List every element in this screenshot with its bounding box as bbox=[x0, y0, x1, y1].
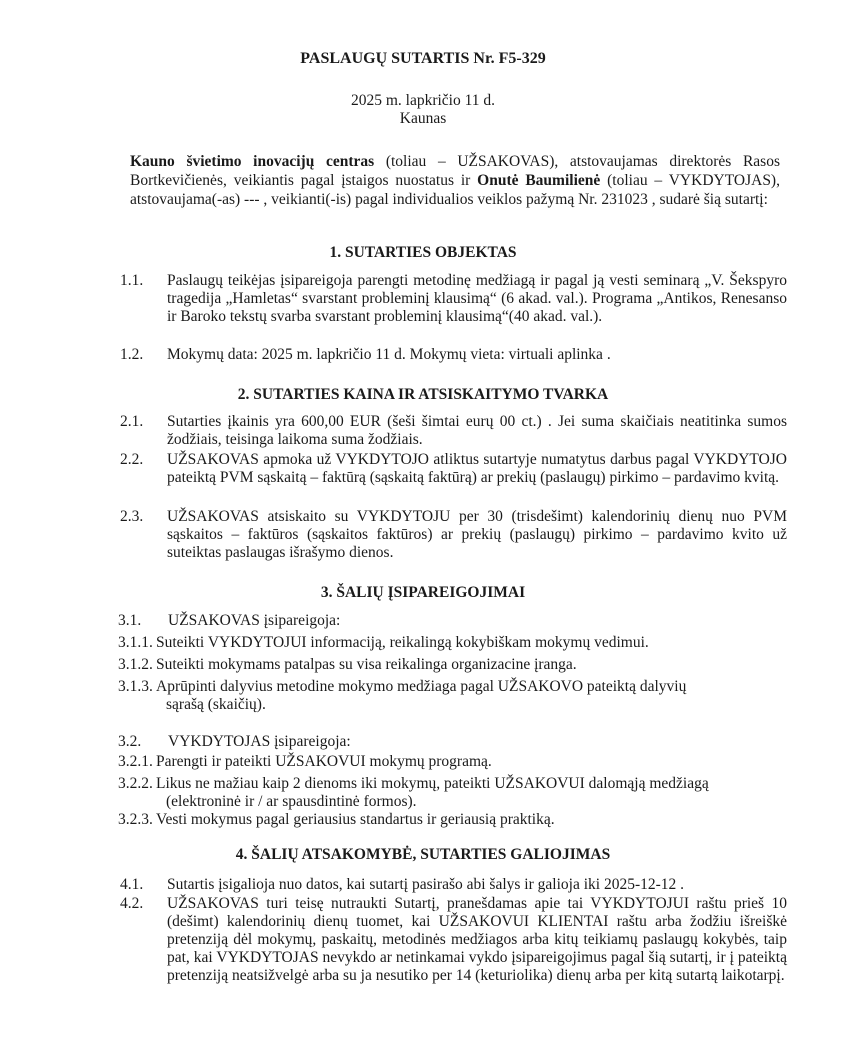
clause-text: Mokymų data: 2025 m. lapkričio 11 d. Mokymų vieta: virtuali aplinka . bbox=[167, 346, 611, 363]
contract-title: PASLAUGŲ SUTARTIS Nr. F5-329 bbox=[300, 50, 546, 67]
section-heading: 3. ŠALIŲ ĮSIPAREIGOJIMAI bbox=[320, 584, 526, 601]
clause-number: 1.1. bbox=[120, 272, 144, 289]
clause-number: 1.2. bbox=[120, 346, 144, 363]
contractor-name: Onutė Baumilienė bbox=[477, 172, 601, 189]
clause-text: Sutarties įkainis yra 600,00 EUR (šeši šimtai eurų 00 ct.) . Jei suma skaičiais neatitinka sumos žodžiais, teisinga laikoma suma žodžiais. bbox=[167, 413, 787, 448]
section-heading: 2. SUTARTIES KAINA IR ATSISKAITYMO TVARKA bbox=[237, 386, 609, 403]
clause-number: 3.1. bbox=[118, 612, 142, 629]
intro-paragraph bbox=[130, 152, 780, 209]
clause-number: 3.2. bbox=[118, 733, 142, 750]
clause-number: 3.2.3. bbox=[118, 811, 153, 828]
clause-number: 2.2. bbox=[120, 451, 144, 468]
clause-number: 3.2.1. bbox=[118, 753, 153, 770]
clause-text: UŽSAKOVAS atsiskaito su VYKDYTOJU per 30 (trisdešimt) kalendorinių dienų nuo PVM sąskaitos – faktūros (sąskaitos faktūros) ar prekių (paslaugų) pirkimo – pardavimo kvito už suteiktas paslaugas išrašymo dienos. bbox=[167, 508, 787, 561]
clause-text: Likus ne mažiau kaip 2 dienoms iki mokymų, pateikti UŽSAKOVUI dalomąją medžiagą bbox=[156, 775, 709, 792]
contract-date: 2025 m. lapkričio 11 d. bbox=[350, 92, 496, 109]
contract-city: Kaunas bbox=[399, 110, 447, 127]
clause-number: 3.1.3. bbox=[118, 678, 153, 695]
clause-text-continued: sąrašą (skaičių). bbox=[166, 696, 266, 713]
clause-text: Suteikti mokymams patalpas su visa reikalinga organizacine įranga. bbox=[156, 656, 577, 673]
section-heading: 4. ŠALIŲ ATSAKOMYBĖ, SUTARTIES GALIOJIMAS bbox=[235, 846, 611, 863]
clause-text: UŽSAKOVAS apmoka už VYKDYTOJO atliktus sutartyje numatytus darbus pagal VYKDYTOJO pateiktą PVM sąskaitą – faktūrą (sąskaitą faktūrą) ar prekių (paslaugų) pirkimo – pardavimo kvitą. bbox=[167, 451, 787, 486]
clause-number: 4.1. bbox=[120, 876, 144, 893]
intro-text-1: (toliau – UŽSAKOVAS), atstovaujamas direktorės Rasos Bortkevičienės, veikiantis pagal įstaigos nuostatus ir bbox=[130, 153, 780, 189]
clause-text: UŽSAKOVAS turi teisę nutraukti Sutartį, pranešdamas apie tai VYKDYTOJUI raštu prieš 10 (dešimt) kalendorinių dienų tuomet, kai UŽSAKOVUI KLIENTAI raštu arba žodžiu išreiškė pretenziją dėl mokymų, paskaitų, metodinės medžiagos arba kitų teikiamų paslaugų kokybės, taip pat, kai VYKDYTOJAS nevykdo ar netinkamai vykdo įsipareigojimus pagal šią sutartį, ir į pateiktą pretenziją neatsižvelgė arba su ja nesutiko per 14 (keturiolika) dienų arba per kitą sutartą laikotarpį. bbox=[167, 895, 787, 984]
clause-text-continued: (elektroninė ir / ar spausdintinė formos). bbox=[166, 793, 417, 810]
clause-text: Paslaugų teikėjas įsipareigoja parengti metodinę medžiagą ir pagal ją vesti seminarą „V. Šekspyro tragedija „Hamletas“ svarstant probleminį klausimą“ (6 akad. val.). Programa „Antikos, Renesanso ir Baroko tekstų svarba svarstant probleminį klausimą“(40 akad. val.). bbox=[167, 272, 787, 325]
client-name: Kauno švietimo inovacijų centras bbox=[130, 153, 375, 170]
clause-text: Vesti mokymus pagal geriausius standartus ir geriausią praktiką. bbox=[156, 811, 555, 828]
clause-number: 3.2.2. bbox=[118, 775, 153, 792]
clause-text: UŽSAKOVAS įsipareigoja: bbox=[168, 612, 341, 629]
clause-text: VYKDYTOJAS įsipareigoja: bbox=[168, 733, 351, 750]
clause-number: 3.1.2. bbox=[118, 656, 153, 673]
clause-number: 4.2. bbox=[120, 895, 144, 912]
clause-text: Aprūpinti dalyvius metodine mokymo medžiaga pagal UŽSAKOVO pateiktą dalyvių bbox=[156, 678, 687, 695]
clause-number: 2.1. bbox=[120, 413, 144, 430]
clause-number: 3.1.1. bbox=[118, 634, 153, 651]
clause-number: 2.3. bbox=[120, 508, 144, 525]
intro-text-2: (toliau – VYKDYTOJAS), atstovaujama(-as) --- , veikianti(-is) pagal individualios veiklos pažymą Nr. 231023 , sudarė šią sutartį: bbox=[130, 172, 780, 208]
clause-text: Parengti ir pateikti UŽSAKOVUI mokymų programą. bbox=[156, 753, 492, 770]
clause-text: Suteikti VYKDYTOJUI informaciją, reikalingą kokybiškam mokymų vedimui. bbox=[156, 634, 649, 651]
clause-text: Sutartis įsigalioja nuo datos, kai sutartį pasirašo abi šalys ir galioja iki 2025-12-12 . bbox=[167, 876, 685, 893]
section-heading: 1. SUTARTIES OBJEKTAS bbox=[329, 244, 517, 261]
